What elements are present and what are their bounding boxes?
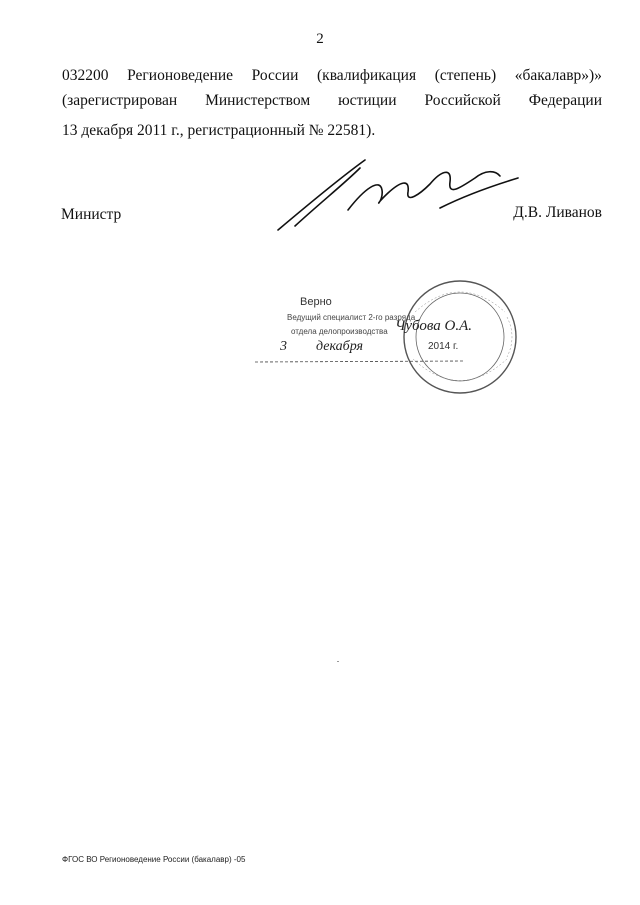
certifier-handwritten-name: Чубова О.А. [395,318,472,334]
signatory-name: Д.В. Ливанов [513,204,602,221]
certification-title: Верно [300,296,332,308]
signatory-title: Министр [61,206,122,223]
certification-position: Ведущий специалист 2-го разряда [287,313,416,322]
word: (степень) [434,67,497,84]
certification-day: 3 [280,339,287,354]
word: (зарегистрирован [62,92,178,109]
word: (квалификация [317,67,417,84]
paragraph-line-3: 13 декабря 2011 г., регистрационный № 22581). [62,122,376,139]
word: «бакалавр»)» [514,67,602,84]
word: России [251,67,299,84]
word: Регионоведение [127,67,234,84]
certification-year: 2014 г. [428,341,459,352]
word: 032200 [62,67,109,84]
certification-month: декабря [316,339,364,354]
word: Российской [424,92,501,109]
footer-caption: ФГОС ВО Регионоведение России (бакалавр) -05 [62,855,246,864]
certification-department: отдела делопроизводства [291,327,388,336]
handwritten-signature [270,148,520,238]
paragraph-line-2 [62,92,602,110]
word: Министерством [205,92,311,109]
word: юстиции [338,92,397,109]
word: Федерации [528,92,602,109]
page-number: 2 [316,31,324,47]
paragraph-line-1 [62,67,602,85]
speck [337,661,339,662]
